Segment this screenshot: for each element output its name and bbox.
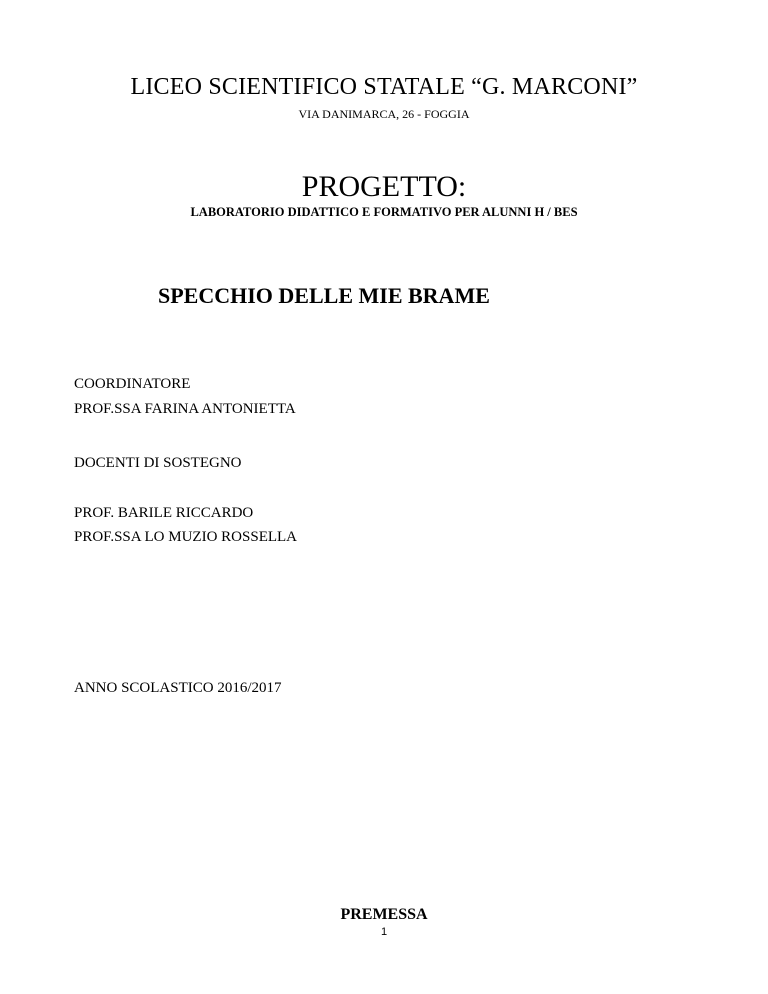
coordinator-label: COORDINATORE <box>74 376 191 392</box>
teacher-name: PROF. BARILE RICCARDO <box>74 505 254 521</box>
school-year: ANNO SCOLASTICO 2016/2017 <box>74 680 282 696</box>
page-number: 1 <box>380 926 388 938</box>
coordinator-name: PROF.SSA FARINA ANTONIETTA <box>74 401 296 417</box>
project-subtitle: LABORATORIO DIDATTICO E FORMATIVO PER ALUNNI H / BES <box>190 205 578 219</box>
teacher-name: PROF.SSA LO MUZIO ROSSELLA <box>74 529 298 545</box>
teachers-label: DOCENTI DI SOSTEGNO <box>74 455 242 471</box>
section-heading: PREMESSA <box>340 906 428 923</box>
project-title: SPECCHIO DELLE MIE BRAME <box>158 283 490 308</box>
school-address: VIA DANIMARCA, 26 - FOGGIA <box>298 107 470 121</box>
school-name: LICEO SCIENTIFICO STATALE “G. MARCONI” <box>130 74 638 100</box>
project-label: PROGETTO: <box>301 170 467 203</box>
